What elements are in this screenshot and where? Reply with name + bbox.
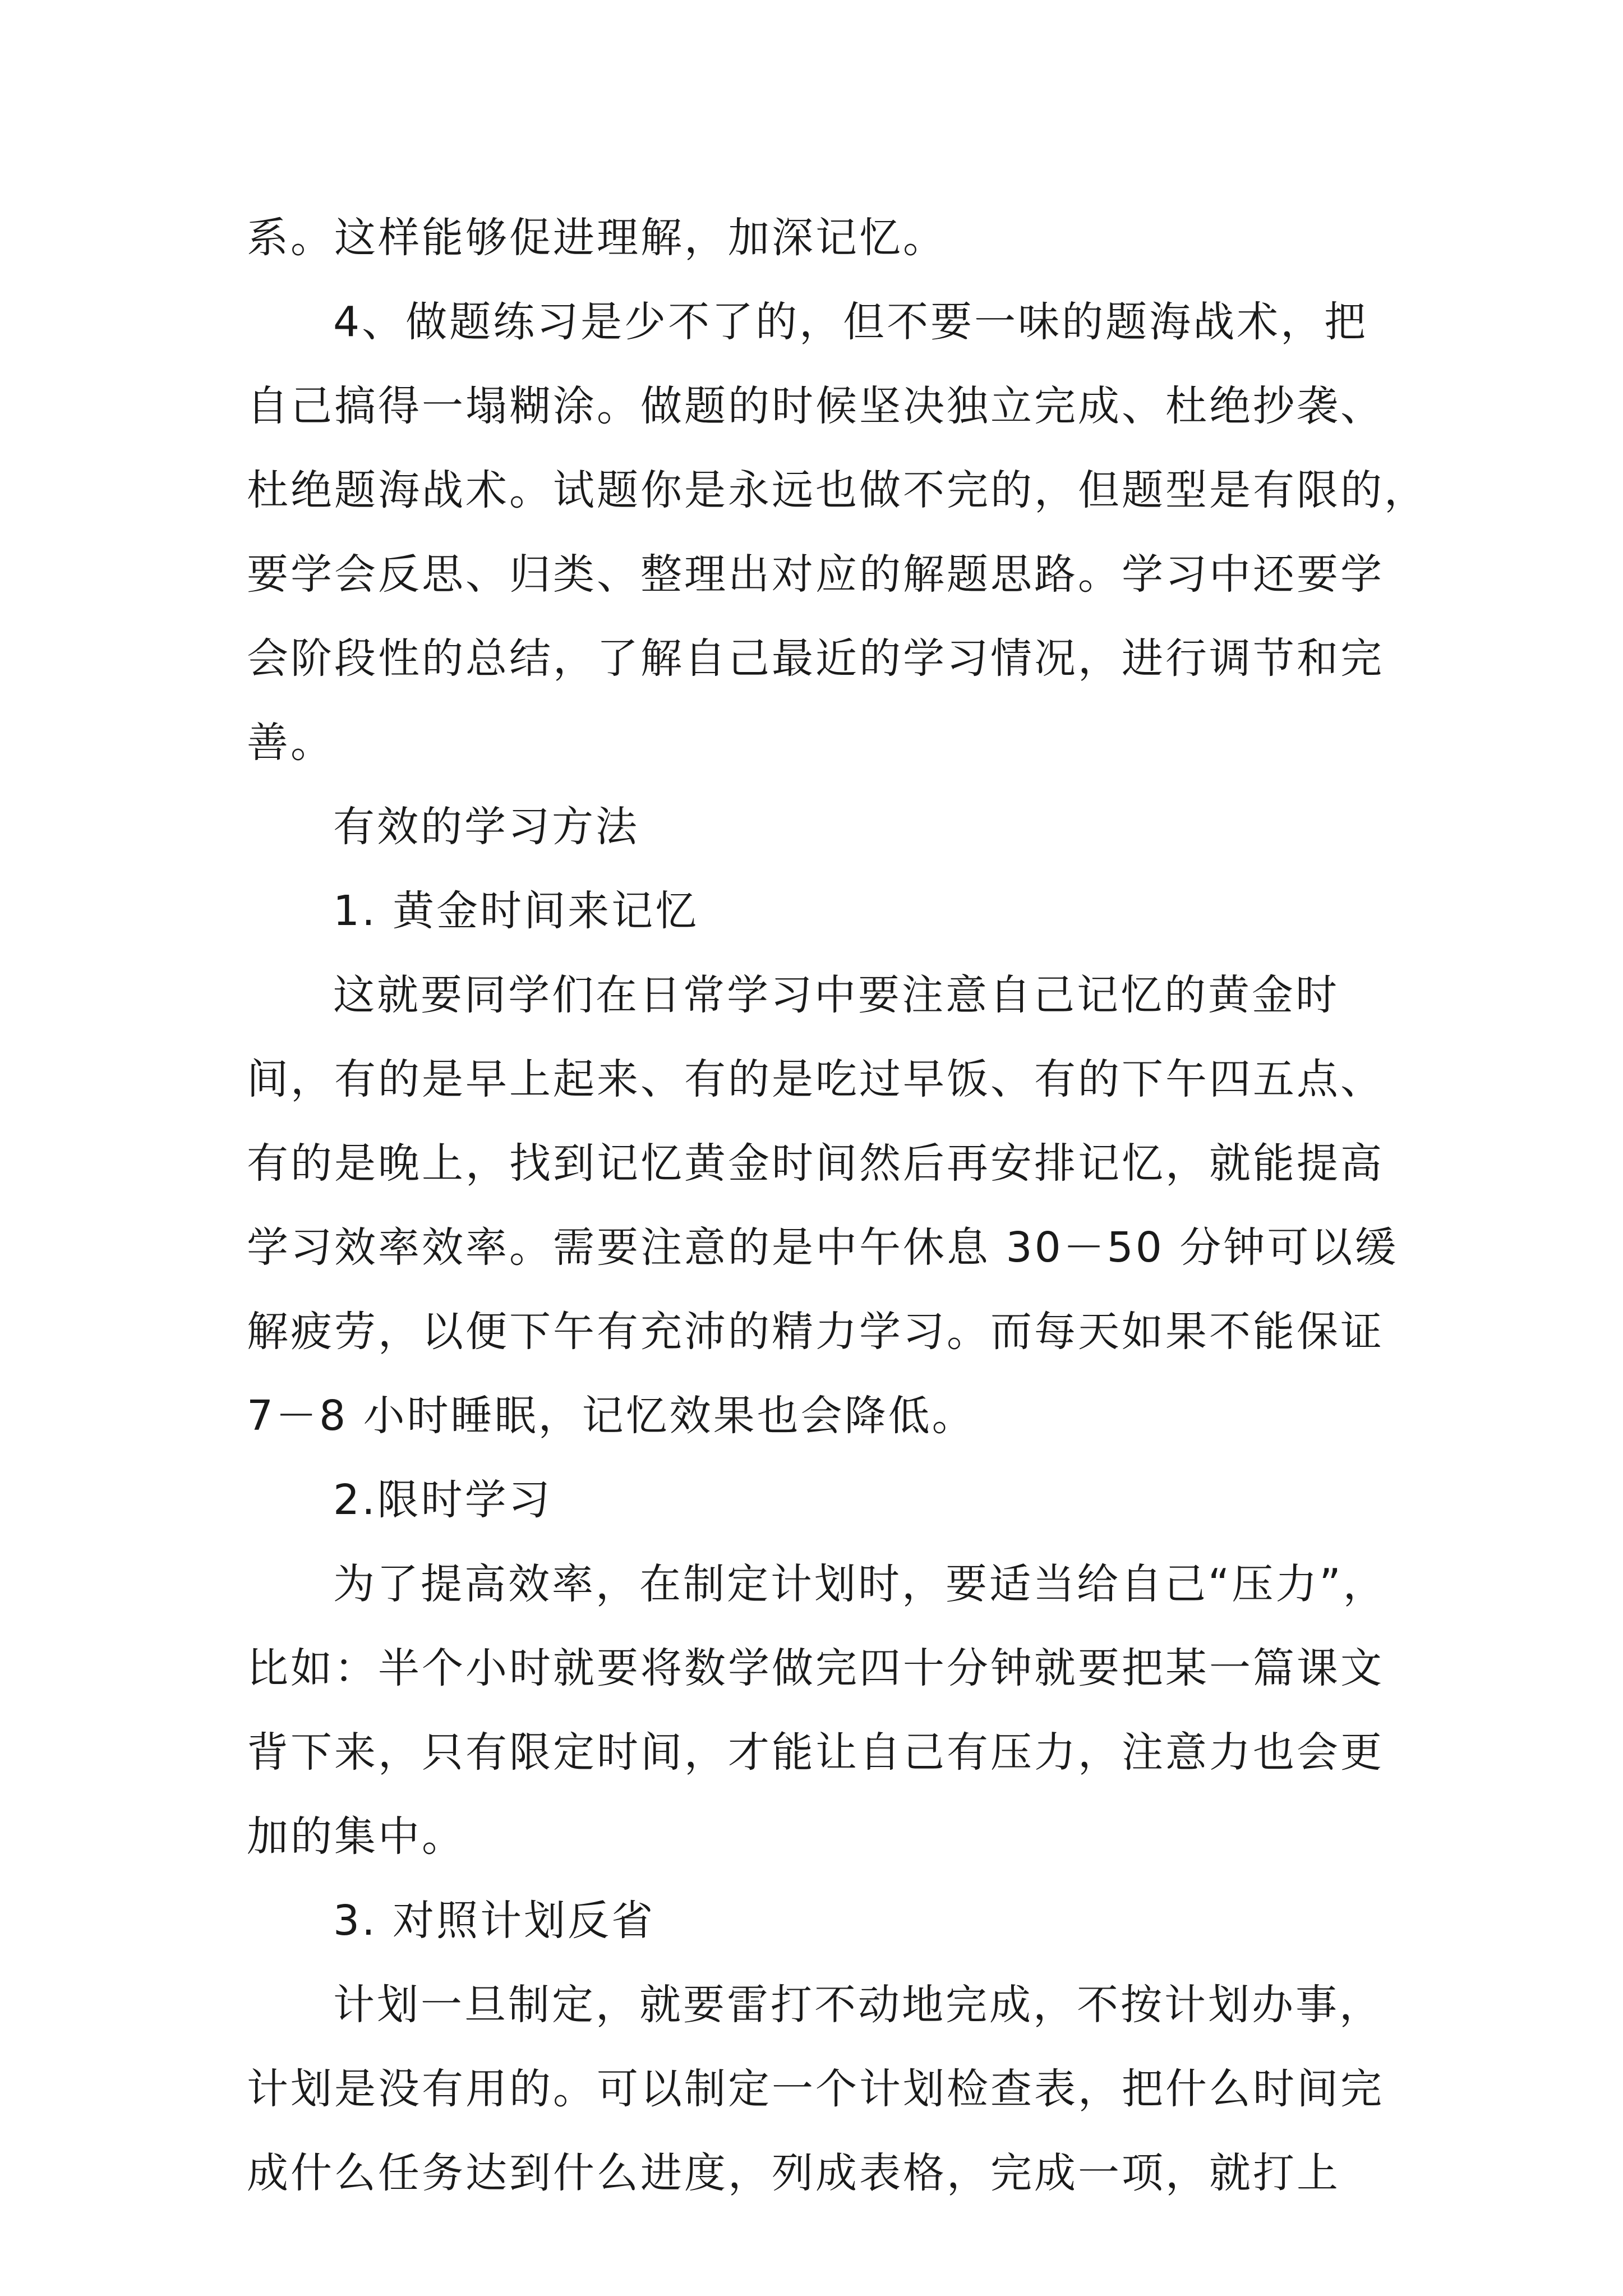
text-line: 背下来，只有限定时间，才能让自己有压力，注意力也会更 [247, 1728, 1384, 1777]
text-line: 解疲劳，以便下午有充沛的精力学习。而每天如果不能保证 [247, 1308, 1384, 1356]
subheading-2: 2.限时学习 [333, 1476, 552, 1524]
text-line: 计划是没有用的。可以制定一个计划检查表，把什么时间完 [247, 2065, 1384, 2113]
text-line: 会阶段性的总结，了解自己最近的学习情况，进行调节和完 [247, 634, 1384, 683]
text-line: 7－8 小时睡眠，记忆效果也会降低。 [247, 1392, 976, 1440]
text-line: 自己搞得一塌糊涂。做题的时候坚决独立完成、杜绝抄袭、 [247, 382, 1384, 430]
text-line: 有的是晚上，找到记忆黄金时间然后再安排记忆，就能提高 [247, 1139, 1384, 1188]
text-line: 间，有的是早上起来、有的是吃过早饭、有的下午四五点、 [247, 1055, 1384, 1103]
text-line: 比如：半个小时就要将数学做完四十分钟就要把某一篇课文 [247, 1644, 1384, 1692]
section-heading: 有效的学习方法 [333, 803, 639, 851]
text-line: 为了提高效率，在制定计划时，要适当给自己“压力”， [333, 1560, 1387, 1608]
text-line: 杜绝题海战术。试题你是永远也做不完的，但题型是有限的， [247, 466, 1428, 514]
paragraph-item-4: 4、做题练习是少不了的，但不要一味的题海战术，把 [333, 298, 1368, 346]
text-line: 加的集中。 [247, 1812, 465, 1861]
text-line: 要学会反思、归类、整理出对应的解题思路。学习中还要学 [247, 550, 1384, 599]
text-line: 善。 [247, 719, 334, 767]
text-line: 学习效率效率。需要注意的是中午休息 30－50 分钟可以缓 [247, 1223, 1399, 1272]
text-line: 系。这样能够促进理解，加深记忆。 [247, 214, 947, 262]
subheading-1: 1. 黄金时间来记忆 [333, 887, 699, 935]
subheading-3: 3. 对照计划反省 [333, 1897, 656, 1945]
text-line: 计划一旦制定，就要雷打不动地完成，不按计划办事， [333, 1981, 1383, 2029]
text-line: 这就要同学们在日常学习中要注意自己记忆的黄金时 [333, 971, 1339, 1019]
text-line: 成什么任务达到什么进度，列成表格，完成一项，就打上 [247, 2149, 1340, 2197]
